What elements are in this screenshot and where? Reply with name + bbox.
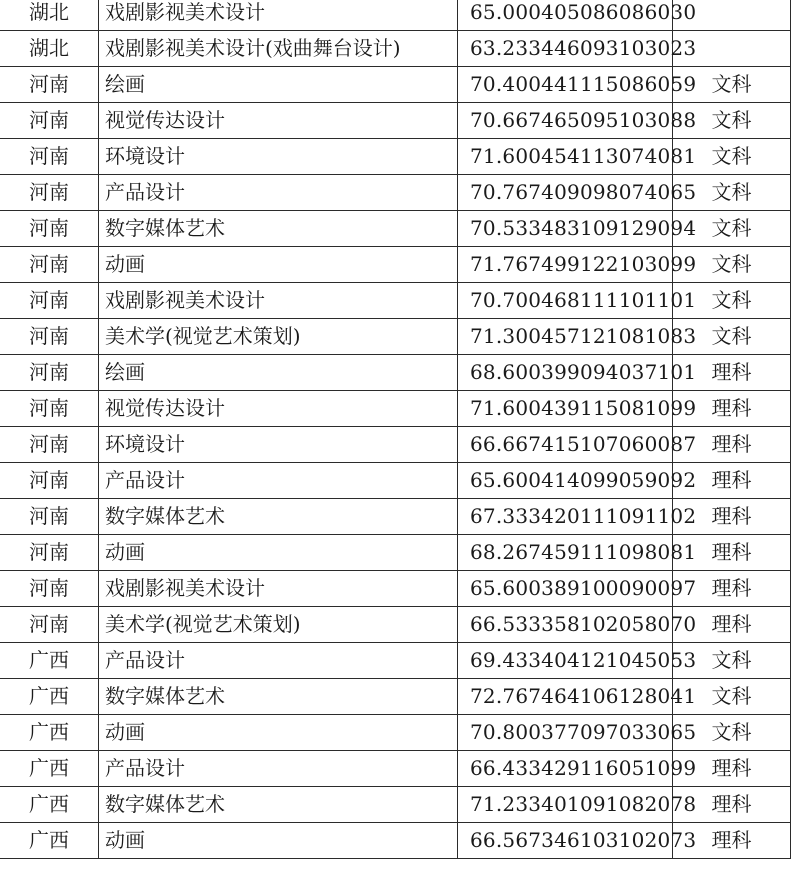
category-cell: 理科 bbox=[673, 499, 791, 535]
province-cell: 河南 bbox=[0, 175, 99, 211]
province-cell: 广西 bbox=[0, 787, 99, 823]
major-cell: 动画 bbox=[99, 823, 458, 859]
category-cell: 文科 bbox=[673, 211, 791, 247]
province-cell: 广西 bbox=[0, 679, 99, 715]
category-cell: 理科 bbox=[673, 427, 791, 463]
province-cell: 河南 bbox=[0, 103, 99, 139]
table-row bbox=[0, 31, 791, 67]
table-row bbox=[0, 463, 791, 499]
province-cell: 河南 bbox=[0, 607, 99, 643]
province-cell: 河南 bbox=[0, 283, 99, 319]
score-cell: 70.667465095103088 bbox=[458, 103, 673, 139]
major-cell: 视觉传达设计 bbox=[99, 391, 458, 427]
province-cell: 广西 bbox=[0, 751, 99, 787]
score-cell: 65.600414099059092 bbox=[458, 463, 673, 499]
province-cell: 广西 bbox=[0, 715, 99, 751]
category-cell: 理科 bbox=[673, 535, 791, 571]
category-cell: 文科 bbox=[673, 679, 791, 715]
major-cell: 环境设计 bbox=[99, 427, 458, 463]
table-row bbox=[0, 499, 791, 535]
score-cell: 65.000405086086030 bbox=[458, 0, 673, 31]
major-cell: 产品设计 bbox=[99, 643, 458, 679]
province-cell: 河南 bbox=[0, 427, 99, 463]
score-cell: 70.700468111101101 bbox=[458, 283, 673, 319]
category-cell: 文科 bbox=[673, 247, 791, 283]
score-cell: 69.433404121045053 bbox=[458, 643, 673, 679]
category-cell: 理科 bbox=[673, 355, 791, 391]
table-row bbox=[0, 319, 791, 355]
table-row bbox=[0, 67, 791, 103]
category-cell: 理科 bbox=[673, 607, 791, 643]
table-row bbox=[0, 247, 791, 283]
major-cell: 绘画 bbox=[99, 67, 458, 103]
category-cell: 文科 bbox=[673, 67, 791, 103]
province-cell: 广西 bbox=[0, 643, 99, 679]
major-cell: 动画 bbox=[99, 715, 458, 751]
category-cell: 文科 bbox=[673, 715, 791, 751]
province-cell: 湖北 bbox=[0, 0, 99, 31]
major-cell: 戏剧影视美术设计(戏曲舞台设计) bbox=[99, 31, 458, 67]
score-cell: 70.533483109129094 bbox=[458, 211, 673, 247]
table-row bbox=[0, 751, 791, 787]
score-cell: 70.767409098074065 bbox=[458, 175, 673, 211]
score-cell: 71.233401091082078 bbox=[458, 787, 673, 823]
province-cell: 河南 bbox=[0, 211, 99, 247]
major-cell: 视觉传达设计 bbox=[99, 103, 458, 139]
province-cell: 河南 bbox=[0, 535, 99, 571]
major-cell: 数字媒体艺术 bbox=[99, 499, 458, 535]
major-cell: 产品设计 bbox=[99, 463, 458, 499]
province-cell: 河南 bbox=[0, 319, 99, 355]
major-cell: 数字媒体艺术 bbox=[99, 211, 458, 247]
major-cell: 产品设计 bbox=[99, 175, 458, 211]
major-cell: 产品设计 bbox=[99, 751, 458, 787]
category-cell: 文科 bbox=[673, 103, 791, 139]
province-cell: 河南 bbox=[0, 355, 99, 391]
score-cell: 66.533358102058070 bbox=[458, 607, 673, 643]
table-row bbox=[0, 643, 791, 679]
major-cell: 数字媒体艺术 bbox=[99, 679, 458, 715]
score-cell: 71.600439115081099 bbox=[458, 391, 673, 427]
province-cell: 河南 bbox=[0, 391, 99, 427]
table-row bbox=[0, 175, 791, 211]
table-row bbox=[0, 427, 791, 463]
category-cell: 理科 bbox=[673, 787, 791, 823]
score-cell: 68.267459111098081 bbox=[458, 535, 673, 571]
major-cell: 动画 bbox=[99, 535, 458, 571]
table-row bbox=[0, 679, 791, 715]
table-row bbox=[0, 355, 791, 391]
major-cell: 绘画 bbox=[99, 355, 458, 391]
table-row bbox=[0, 571, 791, 607]
score-cell: 66.667415107060087 bbox=[458, 427, 673, 463]
table-row bbox=[0, 823, 791, 859]
score-cell: 71.767499122103099 bbox=[458, 247, 673, 283]
score-cell: 63.233446093103023 bbox=[458, 31, 673, 67]
score-cell: 66.433429116051099 bbox=[458, 751, 673, 787]
score-cell: 65.600389100090097 bbox=[458, 571, 673, 607]
major-cell: 美术学(视觉艺术策划) bbox=[99, 607, 458, 643]
score-cell: 71.300457121081083 bbox=[458, 319, 673, 355]
table-row bbox=[0, 283, 791, 319]
province-cell: 湖北 bbox=[0, 31, 99, 67]
category-cell: 理科 bbox=[673, 571, 791, 607]
score-cell: 66.567346103102073 bbox=[458, 823, 673, 859]
major-cell: 戏剧影视美术设计 bbox=[99, 571, 458, 607]
category-cell: 文科 bbox=[673, 175, 791, 211]
table-row bbox=[0, 211, 791, 247]
category-cell: 理科 bbox=[673, 463, 791, 499]
score-cell: 67.333420111091102 bbox=[458, 499, 673, 535]
category-cell: 理科 bbox=[673, 823, 791, 859]
category-cell: 文科 bbox=[673, 643, 791, 679]
province-cell: 河南 bbox=[0, 139, 99, 175]
score-cell: 71.600454113074081 bbox=[458, 139, 673, 175]
major-cell: 环境设计 bbox=[99, 139, 458, 175]
major-cell: 美术学(视觉艺术策划) bbox=[99, 319, 458, 355]
score-cell: 70.400441115086059 bbox=[458, 67, 673, 103]
province-cell: 河南 bbox=[0, 571, 99, 607]
table-row bbox=[0, 787, 791, 823]
table-row bbox=[0, 139, 791, 175]
province-cell: 河南 bbox=[0, 499, 99, 535]
province-cell: 广西 bbox=[0, 823, 99, 859]
province-cell: 河南 bbox=[0, 67, 99, 103]
major-cell: 数字媒体艺术 bbox=[99, 787, 458, 823]
province-cell: 河南 bbox=[0, 463, 99, 499]
major-cell: 戏剧影视美术设计 bbox=[99, 0, 458, 31]
major-cell: 动画 bbox=[99, 247, 458, 283]
score-cell: 68.600399094037101 bbox=[458, 355, 673, 391]
table-row bbox=[0, 0, 791, 31]
table-row bbox=[0, 535, 791, 571]
category-cell: 理科 bbox=[673, 391, 791, 427]
score-cell: 70.800377097033065 bbox=[458, 715, 673, 751]
category-cell: 文科 bbox=[673, 283, 791, 319]
category-cell: 理科 bbox=[673, 751, 791, 787]
province-cell: 河南 bbox=[0, 247, 99, 283]
category-cell: 文科 bbox=[673, 319, 791, 355]
major-cell: 戏剧影视美术设计 bbox=[99, 283, 458, 319]
score-cell: 72.767464106128041 bbox=[458, 679, 673, 715]
table-row bbox=[0, 391, 791, 427]
category-cell: 文科 bbox=[673, 139, 791, 175]
table-row bbox=[0, 607, 791, 643]
table-row bbox=[0, 103, 791, 139]
table-row bbox=[0, 715, 791, 751]
